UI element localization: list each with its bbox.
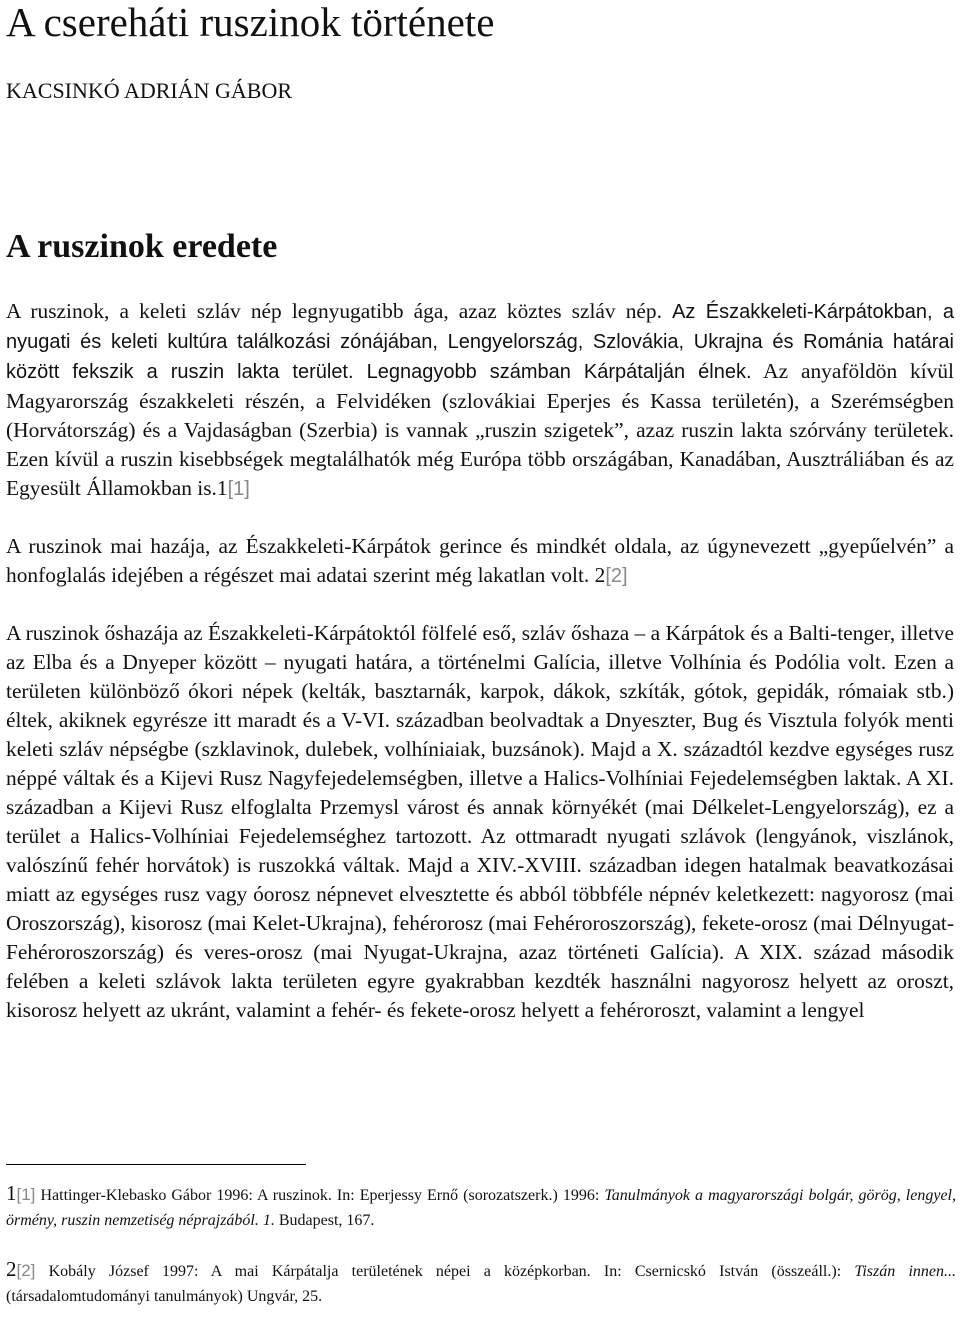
body-text — [6, 297, 954, 1025]
paragraph-1-sentence-2: Az Északkeleti-Kárpátokban, a nyugati és keleti kultúra találkozási zónájában, Lengyelország, Szlovákia, Ukrajna és Románia határai között fekszik a ruszin lakta terület. Legnagyobb számban Kárpátalján élnek. — [6, 301, 954, 383]
footnote-2-number: 2 — [6, 1257, 17, 1281]
paragraph-3-text: A ruszinok őshazája az Északkeleti-Kárpátoktól fölfelé eső, szláv őshaza – a Kárpátok és a Balti-tenger, illetve az Elba és a Dnyeper között – nyugati határa, a történelmi Galícia, illetve Volhínia és Podólia volt. Ezen a területen különböző ókori népek (kelták, basztarnák, karpok, dákok, szkíták, gótok, gepidák, rómaiak stb.) éltek, akiknek egyrésze itt maradt és a V-VI. században beolvadtak a Dnyeszter, Bug és Visztula folyók menti keleti szláv népségbe (szklavinok, dulebek, volhíniaiak, buzsánok). Majd a X. századtól kezdve egységes rusz néppé váltak és a Kijevi Rusz Nagyfejedelemségben, illetve a Halics-Volhíniai Fejedelemségben laktak. A XI. században a Kijevi Rusz elfoglalta Przemysl várost és annak környékét (mai Délkelet-Lengyelország), ez a terület a Halics-Volhíniai Fejedelemséghez tartozott. Az ottmaradt nyugati szlávok (lengyánok, viszlánok, valószínű fehér horvátok) is ruszokká váltak. Majd a XIV.-XVIII. században idegen hatalmak beavatkozásai miatt az egységes rusz vagy óorosz népnevet elvesztette és abból többféle népnév keletkezett: nagyorosz (mai Oroszország), kisorosz (mai Kelet-Ukrajna), fehérorosz (mai Fehéroroszország), fekete-orosz (mai Délnyugat-Fehéroroszország) és veres-orosz (mai Nyugat-Ukrajna, azaz történeti Galícia). A XIX. század második felében a keleti szlávok lakta területen egyre gyakrabban kezdték használni nagyorosz helyett az oroszt, kisorosz helyett az ukránt, valamint a fehér- és fekete-orosz helyett a fehéroroszt, valamint a lengyel — [6, 621, 954, 1022]
footnotes — [6, 1181, 956, 1309]
paragraph-1-sentence-3: Az anyaföldön kívül Magyarország északkeleti részén, a Felvidéken (szlovákiai Eperjes és Kassa területén), a Szerémségben (Horvátország) és a Vajdaságban (Szerbia) is vannak „ruszin szigetek”, azaz ruszin lakta szórvány területek. Ezen kívül a ruszin kisebbségek megtalálhatók még Európa több országában, Kanadában, Ausztráliában és az Egyesült Államokban is. — [6, 359, 954, 500]
footnote-2-text-a: Kobály József 1997: A mai Kárpátalja területének népei a középkorban. In: Csernicskó István (összeáll.): — [35, 1263, 855, 1280]
document-title: A csereháti ruszinok története — [6, 0, 495, 45]
footnote-ref-2-number[interactable]: 2 — [594, 563, 606, 587]
paragraph-1-sentence-1: A ruszinok, a keleti szláv nép legnyugatibb ága, azaz köztes szláv nép. — [6, 299, 673, 323]
footnote-ref-1-link[interactable]: [1] — [227, 478, 250, 500]
paragraph-2 — [6, 532, 954, 591]
footnote-2-italic: Tiszán innen... — [854, 1263, 956, 1280]
footnote-1-italic: Tanulmányok a magyarországi bolgár, görög, lengyel, örmény, ruszin nemzetiség néprajzából. 1. — [6, 1187, 956, 1229]
footnote-separator — [6, 1164, 306, 1165]
paragraph-2-text: A ruszinok mai hazája, az Északkeleti-Kárpátok gerince és mindkét oldala, az úgynevezett „gyepűelvén” a honfoglalás idejében a régészet mai adatai szerint még lakatlan volt. — [6, 534, 954, 587]
footnote-1-text-b: Budapest, 167. — [274, 1212, 375, 1229]
paragraph-3 — [6, 619, 954, 1025]
author-name: KACSINKÓ ADRIÁN GÁBOR — [6, 78, 293, 103]
footnote-2-text-b: (társadalomtudományi tanulmányok) Ungvár, 25. — [6, 1288, 323, 1305]
footnote-1-number: 1 — [6, 1181, 17, 1205]
footnote-1-backlink[interactable]: [1] — [16, 1185, 36, 1204]
paragraph-1 — [6, 297, 954, 504]
footnote-ref-1-number[interactable]: 1 — [216, 476, 228, 500]
footnote-2 — [6, 1257, 956, 1309]
footnote-1 — [6, 1181, 956, 1233]
footnote-1-text-a: Hattinger-Klebasko Gábor 1996: A ruszinok. In: Eperjessy Ernő (sorozatszerk.) 1996: — [35, 1187, 605, 1204]
section-heading: A ruszinok eredete — [6, 228, 278, 265]
footnote-ref-2-link[interactable]: [2] — [605, 565, 628, 587]
footnote-2-backlink[interactable]: [2] — [16, 1261, 36, 1280]
